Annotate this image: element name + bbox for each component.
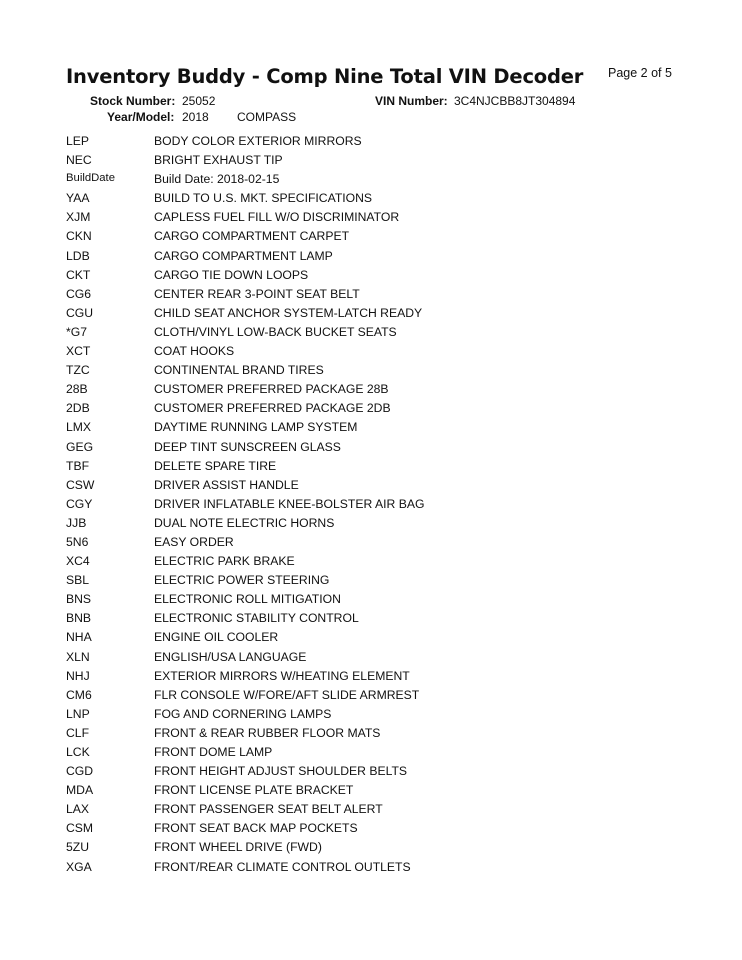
option-code: LCK <box>66 745 90 759</box>
option-description: CHILD SEAT ANCHOR SYSTEM-LATCH READY <box>154 305 423 320</box>
option-code: TZC <box>66 363 90 378</box>
page-title: Inventory Buddy - Comp Nine Total VIN Decoder <box>66 65 584 88</box>
option-code: GEG <box>66 439 94 454</box>
option-row <box>66 265 686 284</box>
option-code: LEP <box>66 134 90 148</box>
option-row <box>66 723 686 742</box>
option-code: LMX <box>66 420 92 435</box>
option-row <box>66 150 686 169</box>
option-description: DRIVER ASSIST HANDLE <box>154 477 299 492</box>
option-code: CKT <box>66 267 91 282</box>
option-row <box>66 437 686 456</box>
option-code: XCT <box>66 344 91 359</box>
option-code: BNS <box>66 592 92 607</box>
year-value: 2018 <box>182 110 209 124</box>
option-description: FRONT & REAR RUBBER FLOOR MATS <box>154 725 381 740</box>
option-row <box>66 780 686 799</box>
option-row <box>66 857 686 876</box>
option-description: ENGLISH/USA LANGUAGE <box>154 649 307 664</box>
option-code: CG6 <box>66 286 92 301</box>
option-row <box>66 169 686 188</box>
option-code: BNB <box>66 611 92 626</box>
option-row <box>66 532 686 551</box>
option-description: CENTER REAR 3-POINT SEAT BELT <box>154 286 360 301</box>
option-code: SBL <box>66 573 90 588</box>
option-description: EXTERIOR MIRRORS W/HEATING ELEMENT <box>154 668 410 683</box>
option-row <box>66 608 686 627</box>
option-row <box>66 666 686 685</box>
option-row <box>66 131 686 150</box>
option-code: JJB <box>66 515 87 530</box>
option-code: NHA <box>66 630 92 645</box>
option-code-list <box>66 131 686 876</box>
option-description: CUSTOMER PREFERRED PACKAGE 28B <box>154 382 389 397</box>
option-row <box>66 475 686 494</box>
option-code: LAX <box>66 802 90 817</box>
option-description: CONTINENTAL BRAND TIRES <box>154 363 324 378</box>
option-code: CLF <box>66 725 90 740</box>
option-description: CARGO TIE DOWN LOOPS <box>154 267 309 282</box>
option-code: 2DB <box>66 401 90 416</box>
option-description: EASY ORDER <box>154 534 234 549</box>
option-code: BuildDate <box>66 172 115 185</box>
option-code: CKN <box>66 229 92 244</box>
option-description: ELECTRONIC ROLL MITIGATION <box>154 592 341 607</box>
option-code: MDA <box>66 783 94 798</box>
option-code: LDB <box>66 248 90 263</box>
option-description: ELECTRIC PARK BRAKE <box>154 554 295 569</box>
option-row <box>66 570 686 589</box>
option-row <box>66 379 686 398</box>
option-description: DUAL NOTE ELECTRIC HORNS <box>154 515 335 530</box>
option-description: ENGINE OIL COOLER <box>154 630 279 645</box>
option-description: ELECTRIC POWER STEERING <box>154 573 330 588</box>
option-description: DEEP TINT SUNSCREEN GLASS <box>154 439 341 454</box>
vin-number-label <box>375 94 448 108</box>
option-description: FOG AND CORNERING LAMPS <box>154 706 332 721</box>
option-code: XLN <box>66 649 90 664</box>
option-code: LNP <box>66 706 90 721</box>
option-row <box>66 322 686 341</box>
stock-number-label <box>90 94 175 108</box>
option-row <box>66 589 686 608</box>
option-description: BODY COLOR EXTERIOR MIRRORS <box>154 134 362 148</box>
option-description: FLR CONSOLE W/FORE/AFT SLIDE ARMREST <box>154 687 420 702</box>
option-row <box>66 627 686 646</box>
stock-number-label-text: Stock Number: <box>90 94 176 108</box>
option-row <box>66 837 686 856</box>
option-code: CGD <box>66 764 94 779</box>
option-code: YAA <box>66 191 90 206</box>
option-row <box>66 417 686 436</box>
option-description: FRONT HEIGHT ADJUST SHOULDER BELTS <box>154 764 408 779</box>
option-code: XC4 <box>66 554 90 569</box>
option-description: FRONT SEAT BACK MAP POCKETS <box>154 821 358 836</box>
option-row <box>66 704 686 723</box>
page-number: Page 2 of 5 <box>608 66 672 80</box>
option-description: DRIVER INFLATABLE KNEE-BOLSTER AIR BAG <box>154 496 425 511</box>
option-code: CM6 <box>66 687 92 702</box>
option-code: CSW <box>66 477 95 492</box>
option-description: DAYTIME RUNNING LAMP SYSTEM <box>154 420 358 435</box>
option-code: XGA <box>66 859 92 874</box>
option-code: NHJ <box>66 668 90 683</box>
vin-number-label-text: VIN Number: <box>375 94 448 108</box>
option-description: ELECTRONIC STABILITY CONTROL <box>154 611 359 626</box>
option-code: CGU <box>66 305 94 320</box>
option-code: CGY <box>66 496 93 511</box>
option-code: XJM <box>66 210 91 225</box>
option-row <box>66 818 686 837</box>
option-code: CSM <box>66 821 94 836</box>
option-row <box>66 685 686 704</box>
option-description: BUILD TO U.S. MKT. SPECIFICATIONS <box>154 191 373 206</box>
stock-number-value: 25052 <box>182 94 216 108</box>
option-description: FRONT LICENSE PLATE BRACKET <box>154 783 354 798</box>
option-description: FRONT/REAR CLIMATE CONTROL OUTLETS <box>154 859 411 874</box>
option-description: FRONT DOME LAMP <box>154 745 273 759</box>
option-row <box>66 303 686 322</box>
option-description: BRIGHT EXHAUST TIP <box>154 153 283 168</box>
option-description: FRONT PASSENGER SEAT BELT ALERT <box>154 802 383 817</box>
option-code: 28B <box>66 382 88 397</box>
option-row <box>66 246 686 265</box>
option-code: 5N6 <box>66 534 89 549</box>
year-model-label <box>107 110 174 124</box>
option-row <box>66 513 686 532</box>
option-code: 5ZU <box>66 840 90 855</box>
option-row <box>66 647 686 666</box>
option-row <box>66 360 686 379</box>
vin-number-value: 3C4NJCBB8JT304894 <box>454 94 576 108</box>
option-row <box>66 226 686 245</box>
option-description: CARGO COMPARTMENT CARPET <box>154 229 350 244</box>
option-row <box>66 456 686 475</box>
option-description: CARGO COMPARTMENT LAMP <box>154 248 333 263</box>
option-row <box>66 799 686 818</box>
option-row <box>66 761 686 780</box>
option-description: FRONT WHEEL DRIVE (FWD) <box>154 840 322 855</box>
option-description: CAPLESS FUEL FILL W/O DISCRIMINATOR <box>154 210 400 225</box>
option-description: COAT HOOKS <box>154 344 235 359</box>
option-code: *G7 <box>66 324 88 339</box>
option-row <box>66 494 686 513</box>
model-value: COMPASS <box>237 110 297 124</box>
option-row <box>66 551 686 570</box>
option-row <box>66 341 686 360</box>
year-model-label-text: Year/Model: <box>107 110 175 124</box>
option-description: CLOTH/VINYL LOW-BACK BUCKET SEATS <box>154 324 397 339</box>
option-row <box>66 188 686 207</box>
option-description: DELETE SPARE TIRE <box>154 458 277 473</box>
option-row <box>66 398 686 417</box>
option-code: NEC <box>66 153 92 168</box>
option-code: TBF <box>66 458 90 473</box>
option-row <box>66 284 686 303</box>
option-description: Build Date: 2018-02-15 <box>154 172 280 187</box>
option-description: CUSTOMER PREFERRED PACKAGE 2DB <box>154 401 391 416</box>
option-row <box>66 207 686 226</box>
option-row <box>66 742 686 761</box>
